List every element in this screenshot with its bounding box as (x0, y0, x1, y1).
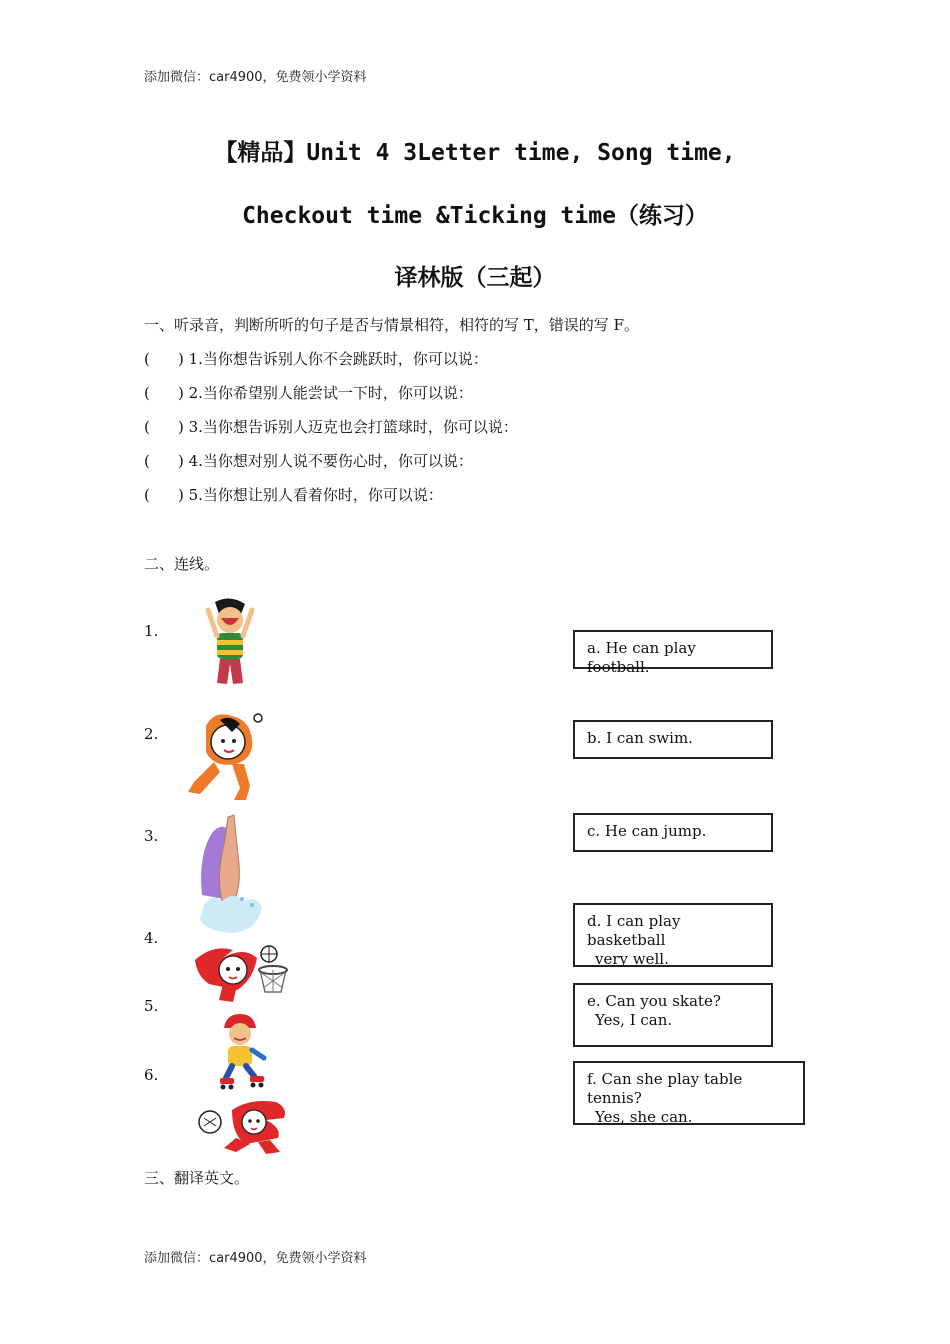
match-option-d[interactable] (573, 903, 773, 967)
match-option-text: a. He can play football. (587, 639, 696, 676)
question-row-1 (144, 348, 488, 369)
match-option-b[interactable] (573, 720, 773, 759)
title-line-2: Checkout time &Ticking time（练习） (242, 203, 708, 229)
question-row-3 (144, 416, 518, 437)
mascot-playing-football-icon[interactable] (184, 712, 266, 802)
boy-skating-icon[interactable] (220, 1014, 268, 1092)
match-option-a[interactable] (573, 630, 773, 676)
match-option-text: c. He can jump. (587, 822, 707, 840)
boy-jumping-icon[interactable] (205, 598, 255, 688)
match-option-text-line2: Yes, I can. (595, 1011, 673, 1029)
answer-paren[interactable]: ( (144, 350, 150, 368)
answer-paren[interactable]: ( (144, 452, 150, 470)
question-row-2 (144, 382, 473, 403)
mascot-playing-table-tennis-icon[interactable] (196, 1098, 290, 1156)
question-text: ) 5.当你想让别人看着你时，你可以说： (178, 486, 443, 504)
section1-heading: 一、听录音，判断所听的句子是否与情景相符，相符的写 T，错误的写 F。 (144, 316, 639, 334)
question-text: ) 4.当你想对别人说不要伤心时，你可以说： (178, 452, 473, 470)
swimmer-diving-icon[interactable] (198, 815, 264, 935)
section2-heading: 二、连线。 (144, 555, 220, 573)
answer-paren[interactable]: ( (144, 418, 150, 436)
match-option-text: b. I can swim. (587, 729, 693, 747)
match-option-text: e. Can you skate? (587, 992, 721, 1010)
match-option-c[interactable] (573, 813, 773, 852)
question-row-4 (144, 450, 473, 471)
match-option-text-line2: Yes, she can. (595, 1108, 693, 1126)
footer-note: 添加微信：car4900，免费领小学资料 (144, 1251, 367, 1266)
match-option-text: d. I can play basketball (587, 912, 681, 949)
question-text: ) 2.当你希望别人能尝试一下时，你可以说： (178, 384, 473, 402)
mascot-playing-basketball-icon[interactable] (193, 940, 291, 1004)
match-option-e[interactable] (573, 983, 773, 1047)
match-option-text-line2: very well. (595, 950, 669, 968)
title-line-3: 译林版（三起） (394, 265, 556, 291)
header-note: 添加微信：car4900，免费领小学资料 (144, 70, 367, 85)
match-option-f[interactable] (573, 1061, 805, 1125)
title-line-1: 【精品】Unit 4 3Letter time, Song time, (214, 140, 736, 166)
match-number-4: 4. (144, 929, 159, 947)
question-row-5 (144, 484, 443, 505)
answer-paren[interactable]: ( (144, 384, 150, 402)
answer-paren[interactable]: ( (144, 486, 150, 504)
match-number-5: 5. (144, 997, 159, 1015)
match-number-1: 1. (144, 622, 159, 640)
match-number-3: 3. (144, 827, 159, 845)
question-text: ) 3.当你想告诉别人迈克也会打篮球时，你可以说： (178, 418, 518, 436)
match-number-6: 6. (144, 1066, 159, 1084)
match-option-text: f. Can she play table tennis? (587, 1070, 743, 1107)
match-number-2: 2. (144, 725, 159, 743)
question-text: ) 1.当你想告诉别人你不会跳跃时，你可以说： (178, 350, 488, 368)
section3-heading: 三、翻译英文。 (144, 1169, 250, 1187)
